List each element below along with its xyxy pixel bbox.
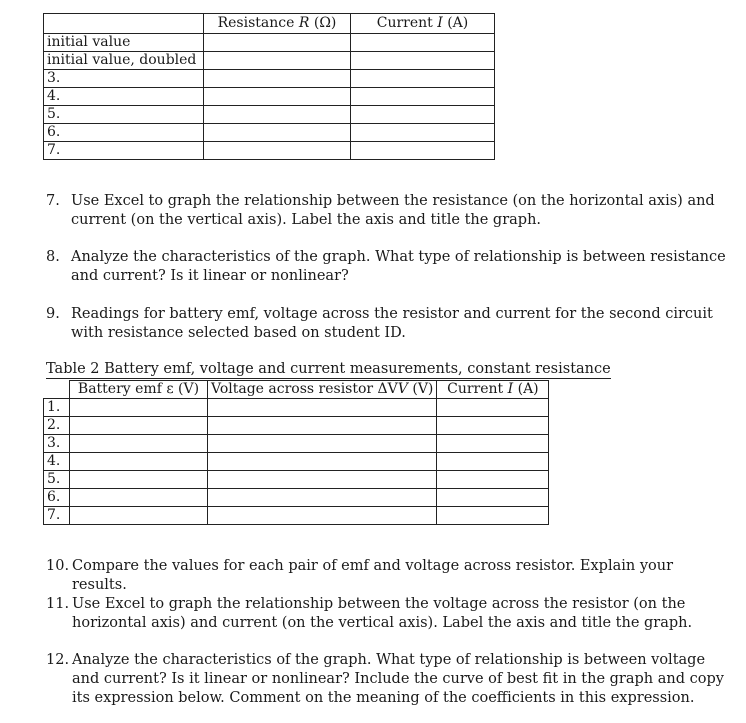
question-text: Use Excel to graph the relationship between the resistance (on the horizontal axis) and current (on the vertical axis). Label the axis and title the graph. xyxy=(71,193,715,228)
table2-cell-current[interactable] xyxy=(437,453,549,471)
question-8 xyxy=(46,248,726,286)
table1-cell-resistance[interactable] xyxy=(204,70,351,88)
table2-cell-emf[interactable] xyxy=(70,507,208,525)
table1-header-resistance: Resistance R (Ω) xyxy=(204,14,351,34)
table1-row-label: initial value, doubled xyxy=(44,52,204,70)
table2-header-blank xyxy=(44,381,70,399)
table-row xyxy=(44,417,549,435)
question-7 xyxy=(46,192,726,230)
table2-cell-voltage[interactable] xyxy=(208,507,437,525)
table-row xyxy=(44,88,495,106)
table2-cell-emf[interactable] xyxy=(70,417,208,435)
table1-cell-resistance[interactable] xyxy=(204,34,351,52)
question-11 xyxy=(46,595,726,633)
table2-caption: Table 2 Battery emf, voltage and current measurements, constant resistance xyxy=(46,361,611,377)
table-row xyxy=(44,52,495,70)
table2-cell-emf[interactable] xyxy=(70,471,208,489)
table2-cell-voltage[interactable] xyxy=(208,417,437,435)
table2-row-label: 6. xyxy=(44,489,70,507)
table2-row-label: 1. xyxy=(44,399,70,417)
question-text: Readings for battery emf, voltage across the resistor and current for the second circuit with resistance selected based on student ID. xyxy=(71,306,713,341)
table2-header-current: Current I (A) xyxy=(437,381,549,399)
table1-row-label: 6. xyxy=(44,124,204,142)
table2-cell-current[interactable] xyxy=(437,471,549,489)
table1-cell-current[interactable] xyxy=(351,34,495,52)
table-row xyxy=(44,399,549,417)
question-text: Use Excel to graph the relationship between the voltage across the resistor (on the horizontal axis) and current (on the vertical axis). Label the axis and title the graph. xyxy=(72,596,693,631)
question-12 xyxy=(46,651,726,708)
table2-header-emf: Battery emf ε (V) xyxy=(70,381,208,399)
table1-row-label: 5. xyxy=(44,106,204,124)
question-text: Analyze the characteristics of the graph. What type of relationship is between resistance and current? Is it linear or nonlinear? xyxy=(71,249,726,284)
table-row xyxy=(44,489,549,507)
table1-header-blank xyxy=(44,14,204,34)
question-number: 10. xyxy=(46,558,70,574)
table-row xyxy=(44,507,549,525)
table2-row-label: 7. xyxy=(44,507,70,525)
table2-row-label: 3. xyxy=(44,435,70,453)
table1-cell-resistance[interactable] xyxy=(204,124,351,142)
table2-cell-current[interactable] xyxy=(437,507,549,525)
table-row xyxy=(44,435,549,453)
table2-cell-emf[interactable] xyxy=(70,453,208,471)
table2-cell-voltage[interactable] xyxy=(208,489,437,507)
table2-cell-current[interactable] xyxy=(437,399,549,417)
table2-cell-voltage[interactable] xyxy=(208,435,437,453)
table2-header-voltage: Voltage across resistor ΔVV (V) xyxy=(208,381,437,399)
table1-header-row xyxy=(44,14,495,34)
question-number: 9. xyxy=(46,306,60,322)
table2-cell-voltage[interactable] xyxy=(208,399,437,417)
table2 xyxy=(43,380,549,525)
table1-cell-resistance[interactable] xyxy=(204,52,351,70)
question-text: Compare the values for each pair of emf and voltage across resistor. Explain your results. xyxy=(72,558,674,593)
table1-cell-resistance[interactable] xyxy=(204,88,351,106)
table1-row-label: 4. xyxy=(44,88,204,106)
table1-cell-resistance[interactable] xyxy=(204,106,351,124)
table2-cell-emf[interactable] xyxy=(70,435,208,453)
table1-cell-current[interactable] xyxy=(351,124,495,142)
question-10 xyxy=(46,557,726,595)
question-text: Analyze the characteristics of the graph. What type of relationship is between voltage and current? Is it linear or nonlinear? Include the curve of best fit in the graph and copy its expression below. Comment on the meaning of the coefficients in this expression. xyxy=(72,652,724,706)
table2-row-label: 2. xyxy=(44,417,70,435)
table-row xyxy=(44,142,495,160)
table2-cell-current[interactable] xyxy=(437,489,549,507)
question-number: 7. xyxy=(46,193,60,209)
table1-row-label: 3. xyxy=(44,70,204,88)
table1 xyxy=(43,13,495,160)
question-number: 8. xyxy=(46,249,60,265)
question-number: 12. xyxy=(46,652,70,668)
table-row xyxy=(44,34,495,52)
table1-cell-current[interactable] xyxy=(351,88,495,106)
table1-header-current: Current I (A) xyxy=(351,14,495,34)
table2-cell-voltage[interactable] xyxy=(208,453,437,471)
table1-row-label: initial value xyxy=(44,34,204,52)
table-row xyxy=(44,106,495,124)
table-row xyxy=(44,70,495,88)
table2-cell-current[interactable] xyxy=(437,435,549,453)
table1-cell-current[interactable] xyxy=(351,106,495,124)
question-9 xyxy=(46,305,726,343)
table-row xyxy=(44,453,549,471)
question-number: 11. xyxy=(46,596,70,612)
table1-cell-resistance[interactable] xyxy=(204,142,351,160)
table2-cell-emf[interactable] xyxy=(70,489,208,507)
table2-header-row xyxy=(44,381,549,399)
table2-row-label: 4. xyxy=(44,453,70,471)
table1-cell-current[interactable] xyxy=(351,52,495,70)
table1-row-label: 7. xyxy=(44,142,204,160)
table2-cell-current[interactable] xyxy=(437,417,549,435)
table-row xyxy=(44,471,549,489)
table-row xyxy=(44,124,495,142)
table1-cell-current[interactable] xyxy=(351,70,495,88)
table2-cell-emf[interactable] xyxy=(70,399,208,417)
table2-cell-voltage[interactable] xyxy=(208,471,437,489)
table2-row-label: 5. xyxy=(44,471,70,489)
table1-cell-current[interactable] xyxy=(351,142,495,160)
